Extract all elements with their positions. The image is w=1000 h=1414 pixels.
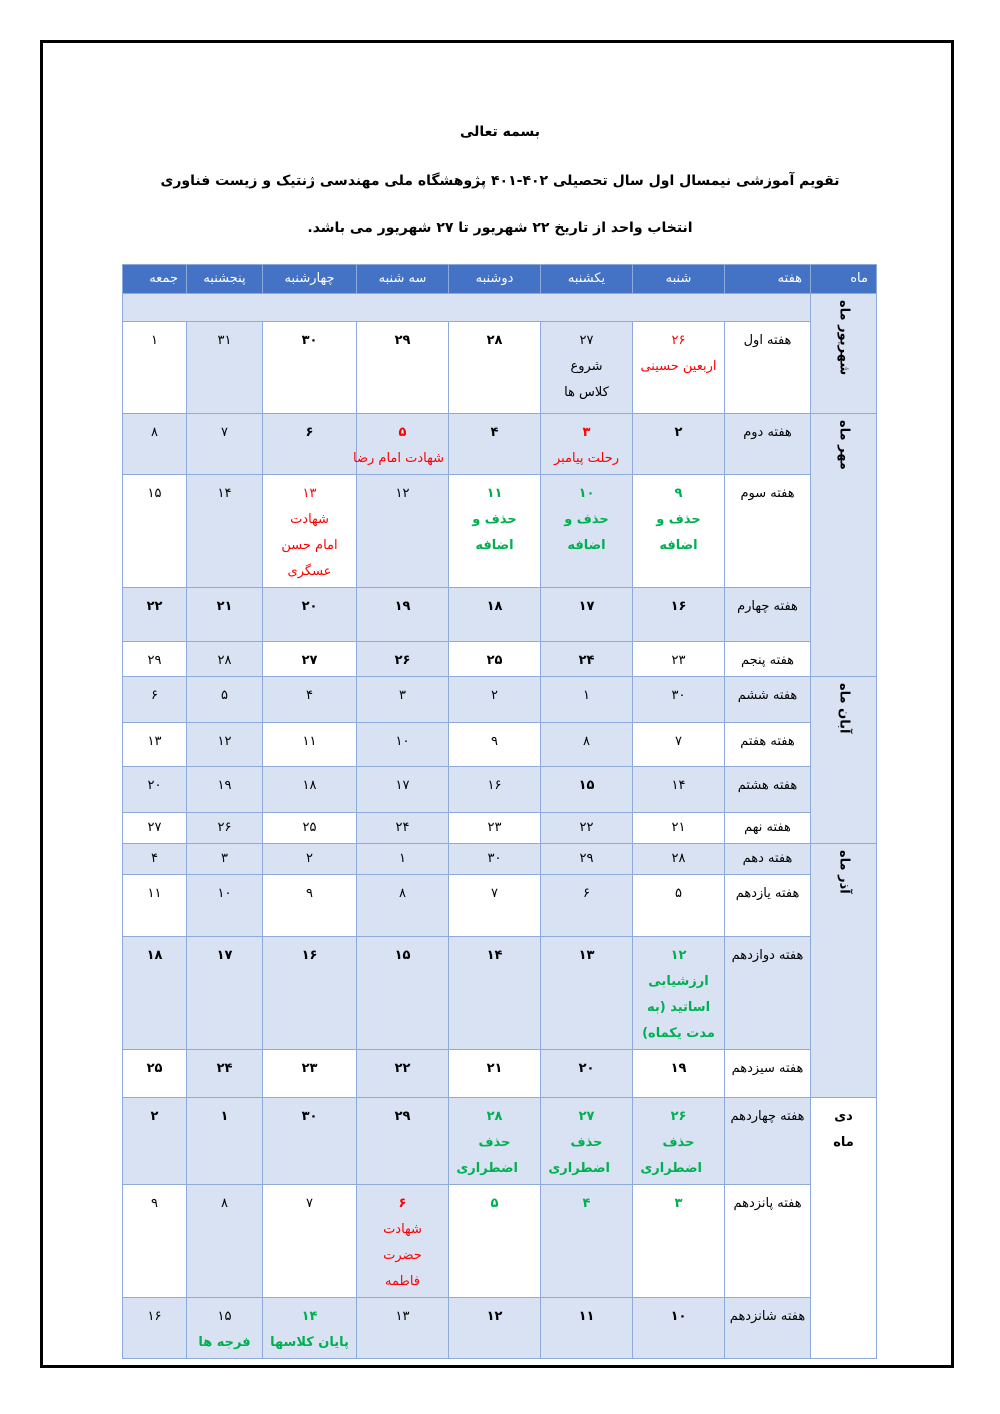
table-row [123,1050,877,1098]
day-number: ۲۹ [394,1109,411,1124]
month-shahrivar: شهریور ماه [811,294,877,414]
day-number: ۵ [490,1196,499,1211]
day-number: ۲۵ [302,820,317,835]
day-number: ۳۰ [487,851,502,866]
day-number: ۲۷ [147,820,162,835]
day-number: ۳۰ [301,1109,318,1124]
day-cell [187,414,263,475]
day-cell [123,475,187,588]
day-number: ۲۹ [579,851,594,866]
week-label: هفته اول [725,322,811,414]
day-cell [541,1098,633,1185]
day-number: ۱۵ [147,486,162,501]
col-monday: دوشنبه [449,265,541,294]
week-label: هفته نهم [725,813,811,844]
day-note: پایان کلاسها [270,1335,349,1350]
day-cell [541,475,633,588]
day-number: ۲۴ [216,1061,233,1076]
week-label: هفته هفتم [725,723,811,767]
day-number: ۴ [490,425,499,440]
day-cell [449,1050,541,1098]
day-number: ۶ [305,425,314,440]
day-cell [541,723,633,767]
day-cell [263,1185,357,1298]
day-number: ۱۹ [217,778,232,793]
day-cell [357,642,449,677]
day-note: حذف اضطراری [548,1135,610,1176]
table-row [123,475,877,588]
day-number: ۲۲ [579,820,594,835]
header-row [123,265,877,294]
day-number: ۱۸ [146,948,163,963]
day-note: ارزشیابی اساتید (به مدت یکماه) [642,974,715,1041]
day-number: ۱۲ [217,734,232,749]
day-number: ۲۴ [578,653,595,668]
day-number: ۷ [491,886,498,901]
day-number: ۶ [398,1196,407,1211]
day-number: ۲۳ [301,1061,318,1076]
day-cell [357,875,449,937]
day-cell [123,1298,187,1359]
day-number: ۷ [221,425,228,440]
day-cell [123,723,187,767]
day-cell [357,767,449,813]
day-cell [263,677,357,723]
page-title: تقویم آموزشی نیمسال اول سال تحصیلی ۴۰۲-۴۰۱ پژوهشگاه ملی مهندسی ژنتیک و زیست فناوری [160,173,840,189]
col-week: هفته [725,265,811,294]
day-number: ۱۴ [301,1309,318,1324]
day-number: ۳۰ [671,688,686,703]
day-cell [123,937,187,1050]
day-cell [541,844,633,875]
day-cell [541,767,633,813]
day-cell [263,767,357,813]
table-row [123,937,877,1050]
day-cell [123,588,187,642]
day-number: ۲ [306,851,313,866]
col-thursday: پنجشنبه [187,265,263,294]
day-number: ۳۱ [217,333,232,348]
day-note: حذف اضطراری [640,1135,702,1176]
day-number: ۲۸ [486,1109,503,1124]
week-label: هفته شانزدهم [725,1298,811,1359]
day-number: ۳ [674,1196,683,1211]
day-cell [449,1098,541,1185]
day-number: ۱ [583,688,590,703]
day-cell [633,414,725,475]
table-row [123,414,877,475]
day-cell [449,322,541,414]
day-number: ۲۰ [301,599,318,614]
day-cell [357,1298,449,1359]
day-number: ۱۳ [302,486,317,501]
day-number: ۵ [675,886,682,901]
table-row [123,677,877,723]
day-number: ۱۹ [394,599,411,614]
day-number: ۲۸ [486,333,503,348]
day-number: ۱۸ [486,599,503,614]
day-number: ۱۷ [395,778,410,793]
day-number: ۱۹ [670,1061,687,1076]
day-number: ۱۱ [147,886,162,901]
day-cell [357,1098,449,1185]
day-cell [449,767,541,813]
day-number: ۲۷ [578,1109,595,1124]
day-cell [633,677,725,723]
day-note: شروع کلاس ها [564,359,609,400]
day-number: ۸ [221,1196,228,1211]
day-number: ۲ [150,1109,159,1124]
day-note: رحلت پیامبر [553,451,620,466]
day-cell [357,813,449,844]
day-number: ۱۳ [147,734,162,749]
day-cell [449,844,541,875]
day-number: ۱ [220,1109,229,1124]
day-cell [263,875,357,937]
day-note: حذف اضطراری [456,1135,518,1176]
day-cell [357,723,449,767]
day-cell [187,642,263,677]
day-number: ۱۶ [487,778,502,793]
day-number: ۸ [151,425,158,440]
day-cell [541,1185,633,1298]
table-row [123,588,877,642]
day-note: حذف و اضافه [656,512,701,553]
day-number: ۲۷ [579,333,594,348]
day-cell [449,813,541,844]
day-number: ۲۰ [147,778,162,793]
day-number: ۱۰ [578,486,595,501]
day-cell [357,322,449,414]
day-note: اربعین حسینی [640,359,717,374]
week-label: هفته دوازدهم [725,937,811,1050]
table-row [123,1098,877,1185]
day-cell [633,844,725,875]
day-cell [357,844,449,875]
day-number: ۱۲ [670,948,687,963]
day-cell [357,588,449,642]
table-row [123,723,877,767]
day-number: ۹ [306,886,313,901]
day-number: ۲۲ [394,1061,411,1076]
day-number: ۱۶ [301,948,318,963]
col-sunday: یکشنبه [541,265,633,294]
day-cell [541,642,633,677]
week-label: هفته سوم [725,475,811,588]
day-cell [449,1298,541,1359]
day-cell [449,642,541,677]
day-number: ۱۵ [578,778,595,793]
day-cell [187,677,263,723]
day-cell [541,677,633,723]
day-cell [263,723,357,767]
day-number: ۱۴ [671,778,686,793]
week-label: هفته یازدهم [725,875,811,937]
day-number: ۱۴ [217,486,232,501]
col-saturday: شنبه [633,265,725,294]
day-number: ۱۶ [147,1309,162,1324]
day-cell [541,1298,633,1359]
day-cell [263,475,357,588]
day-cell [123,1098,187,1185]
day-number: ۲۹ [394,333,411,348]
day-cell [263,414,357,475]
day-note: حذف و اضافه [564,512,609,553]
day-cell [187,475,263,588]
day-cell [123,322,187,414]
day-cell [187,813,263,844]
day-cell [633,1098,725,1185]
day-cell [187,875,263,937]
day-cell [123,642,187,677]
day-number: ۲۶ [217,820,232,835]
week-label: هفته دوم [725,414,811,475]
week-label: هفته چهارم [725,588,811,642]
day-number: ۱۰ [395,734,410,749]
table-row [123,1185,877,1298]
day-cell [187,588,263,642]
day-cell [263,813,357,844]
day-number: ۱ [399,851,406,866]
col-friday: جمعه [123,265,187,294]
day-number: ۱۷ [216,948,233,963]
day-number: ۷ [675,734,682,749]
day-number: ۱۲ [486,1309,503,1324]
day-cell [263,844,357,875]
day-number: ۴ [582,1196,591,1211]
day-cell [187,322,263,414]
day-number: ۲۸ [671,851,686,866]
day-number: ۲۱ [216,599,233,614]
day-cell [187,723,263,767]
day-cell [633,588,725,642]
day-number: ۱۷ [578,599,595,614]
table-row [123,875,877,937]
day-cell [449,723,541,767]
col-month: ماه [811,265,877,294]
day-cell [633,1185,725,1298]
table-row [123,767,877,813]
day-number: ۱۴ [486,948,503,963]
day-cell [263,588,357,642]
day-number: ۳ [582,425,591,440]
day-number: ۲۵ [486,653,503,668]
day-cell [263,1298,357,1359]
day-number: ۹ [151,1196,158,1211]
day-cell [187,937,263,1050]
day-cell [449,1185,541,1298]
day-cell [633,767,725,813]
day-number: ۲۱ [486,1061,503,1076]
day-number: ۲۱ [671,820,686,835]
table-row [123,844,877,875]
day-number: ۵ [398,425,407,440]
day-cell [633,813,725,844]
day-number: ۲۴ [395,820,410,835]
day-number: ۱۱ [578,1309,595,1324]
day-cell [541,1050,633,1098]
day-cell [541,875,633,937]
day-number: ۱۲ [395,486,410,501]
week-label: هفته چهاردهم [725,1098,811,1185]
day-cell [263,1098,357,1185]
day-number: ۳ [399,688,406,703]
week-label: هفته دهم [725,844,811,875]
month-azar: آذر ماه [811,844,877,1098]
day-number: ۴ [151,851,158,866]
day-cell [633,875,725,937]
day-cell [449,475,541,588]
day-cell [449,588,541,642]
day-cell [633,1298,725,1359]
day-cell [541,588,633,642]
day-cell [123,813,187,844]
day-cell [123,767,187,813]
month-aban: آبان ماه [811,677,877,844]
day-number: ۶ [583,886,590,901]
academic-calendar-table [122,264,877,1359]
day-number: ۹ [491,734,498,749]
table-row [123,813,877,844]
day-number: ۲۵ [146,1061,163,1076]
day-cell [541,414,633,475]
day-number: ۱۶ [670,599,687,614]
basmala: بسمه تعالی [459,124,541,140]
day-cell [263,322,357,414]
day-cell [123,677,187,723]
day-cell [633,475,725,588]
registration-note: انتخاب واحد از تاریخ ۲۲ شهریور تا ۲۷ شهریور می باشد. [307,220,693,236]
day-number: ۳۰ [301,333,318,348]
day-number: ۲۶ [394,653,411,668]
day-number: ۹ [674,486,683,501]
day-number: ۴ [306,688,313,703]
day-number: ۱ [151,333,158,348]
day-note: شهادت امام رضا [353,451,444,466]
week-label: هفته پنجم [725,642,811,677]
day-number: ۲ [491,688,498,703]
month-mehr: مهر ماه [811,414,877,677]
day-cell [187,1050,263,1098]
col-tuesday: سه شنبه [357,265,449,294]
day-cell [633,723,725,767]
spacer-row [123,294,877,322]
day-cell [187,1098,263,1185]
day-number: ۲۶ [671,333,686,348]
day-note: فرجه ها [198,1335,251,1350]
day-number: ۱۵ [394,948,411,963]
week-label: هفته سیزدهم [725,1050,811,1098]
day-cell [263,1050,357,1098]
day-number: ۱۰ [670,1309,687,1324]
day-cell [353,414,449,475]
day-cell [449,937,541,1050]
day-cell [123,844,187,875]
day-number: ۸ [399,886,406,901]
day-number: ۲۷ [301,653,318,668]
day-number: ۲۶ [670,1109,687,1124]
week-label: هفته هشتم [725,767,811,813]
day-cell [123,875,187,937]
col-wednesday: چهارشنبه [263,265,357,294]
day-cell [449,414,541,475]
day-cell [187,767,263,813]
day-number: ۳ [221,851,228,866]
day-number: ۲ [674,425,683,440]
day-cell [541,937,633,1050]
spacer-cell [123,294,811,322]
day-cell [633,322,725,414]
day-number: ۷ [306,1196,313,1211]
day-cell [263,937,357,1050]
day-number: ۲۲ [146,599,163,614]
day-number: ۱۸ [302,778,317,793]
day-cell [357,475,449,588]
day-number: ۱۱ [486,486,503,501]
day-number: ۲۹ [147,653,162,668]
day-cell [449,677,541,723]
day-cell [357,677,449,723]
day-number: ۱۳ [395,1309,410,1324]
day-number: ۲۸ [217,653,232,668]
day-cell [633,1050,725,1098]
day-number: ۱۳ [578,948,595,963]
day-number: ۲۳ [671,653,686,668]
day-cell [187,1298,263,1359]
table-row [123,642,877,677]
month-dey: دی ماه [811,1098,877,1359]
day-cell [541,813,633,844]
day-cell [633,642,725,677]
day-cell [187,1185,263,1298]
day-cell [633,937,725,1050]
day-note: شهادت امام حسن عسگری [281,512,338,579]
day-cell [263,642,357,677]
day-number: ۲۰ [578,1061,595,1076]
day-number: ۸ [583,734,590,749]
day-note: حذف و اضافه [472,512,517,553]
day-cell [357,1185,449,1298]
day-number: ۱۵ [217,1309,232,1324]
day-number: ۱۱ [302,734,317,749]
week-label: هفته ششم [725,677,811,723]
day-cell [123,1185,187,1298]
day-cell [449,875,541,937]
day-note: شهادت حضرت فاطمه [383,1222,422,1289]
day-number: ۱۰ [217,886,232,901]
day-number: ۲۳ [487,820,502,835]
day-cell [357,937,449,1050]
day-cell [541,322,633,414]
day-cell [357,1050,449,1098]
day-cell [187,844,263,875]
day-cell [123,1050,187,1098]
day-number: ۶ [151,688,158,703]
day-cell [123,414,187,475]
day-number: ۵ [221,688,228,703]
table-row [123,1298,877,1359]
week-label: هفته پانزدهم [725,1185,811,1298]
table-row [123,322,877,414]
